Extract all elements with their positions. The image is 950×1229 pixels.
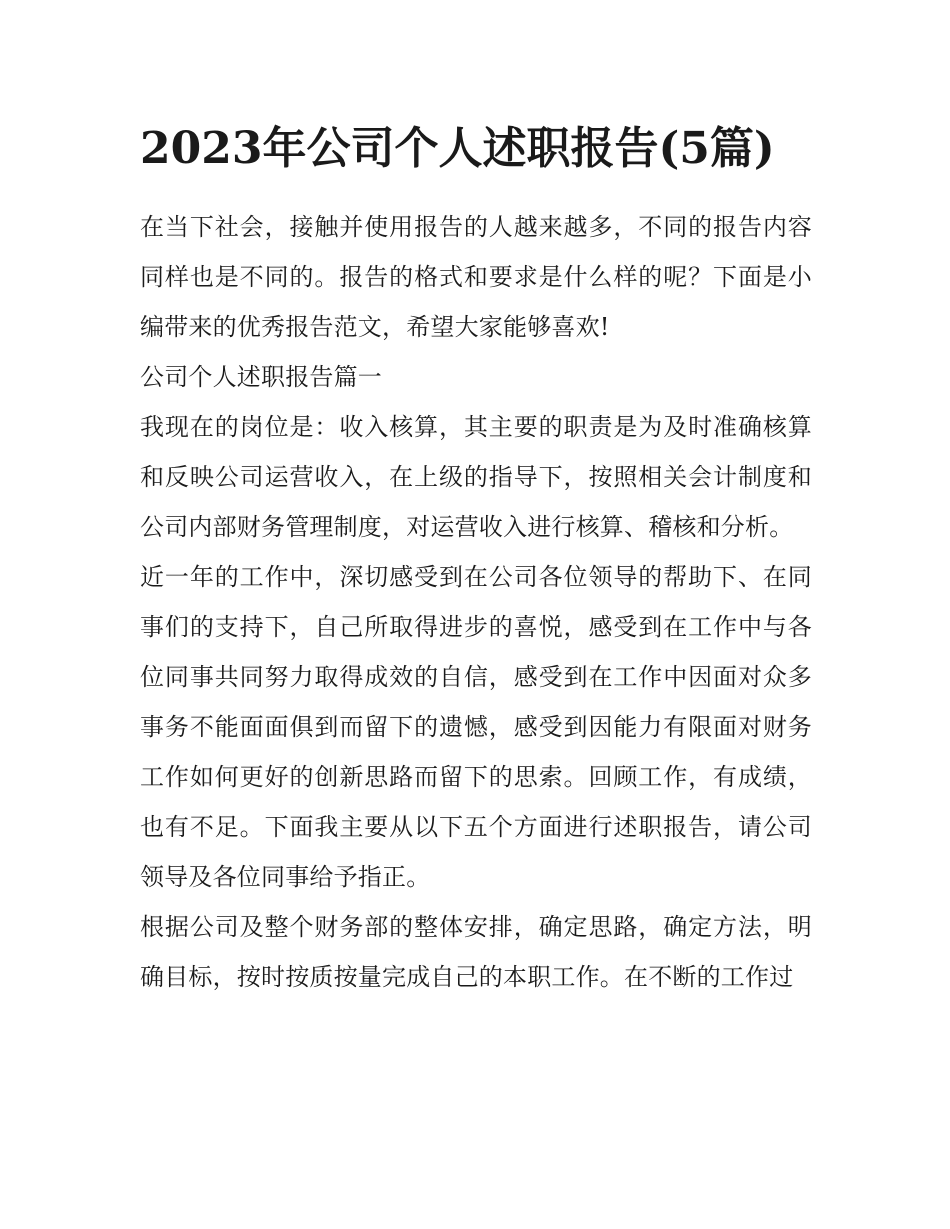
body-paragraph-duties: 我现在的岗位是：收入核算，其主要的职责是为及时准确核算和反映公司运营收入，在上级的指导下，按照相关会计制度和公司内部财务管理制度，对运营收入进行核算、稽核和分析。 — [140, 413, 812, 541]
document-page — [140, 118, 812, 1002]
body-paragraph-review: 近一年的工作中，深切感受到在公司各位领导的帮助下、在同事们的支持下，自己所取得进步的喜悦，感受到在工作中与各位同事共同努力取得成效的自信，感受到在工作中因面对众多事务不能面面俱到而留下的遗憾，感受到因能力有限面对财务工作如何更好的创新思路而留下的思索。回顾工作，有成绩，也有不足。下面我主要从以下五个方面进行述职报告，请公司领导及各位同事给予指正。 — [140, 563, 812, 891]
body-paragraph-plan: 根据公司及整个财务部的整体安排，确定思路，确定方法，明确目标，按时按质按量完成自己的本职工作。在不断的工作过 — [140, 913, 812, 991]
intro-paragraph: 在当下社会，接触并使用报告的人越来越多，不同的报告内容同样也是不同的。报告的格式和要求是什么样的呢？下面是小编带来的优秀报告范文，希望大家能够喜欢! — [140, 213, 812, 341]
section-heading: 公司个人述职报告篇一 — [140, 363, 382, 391]
document-title: 2023年公司个人述职报告(5篇) — [140, 123, 775, 174]
